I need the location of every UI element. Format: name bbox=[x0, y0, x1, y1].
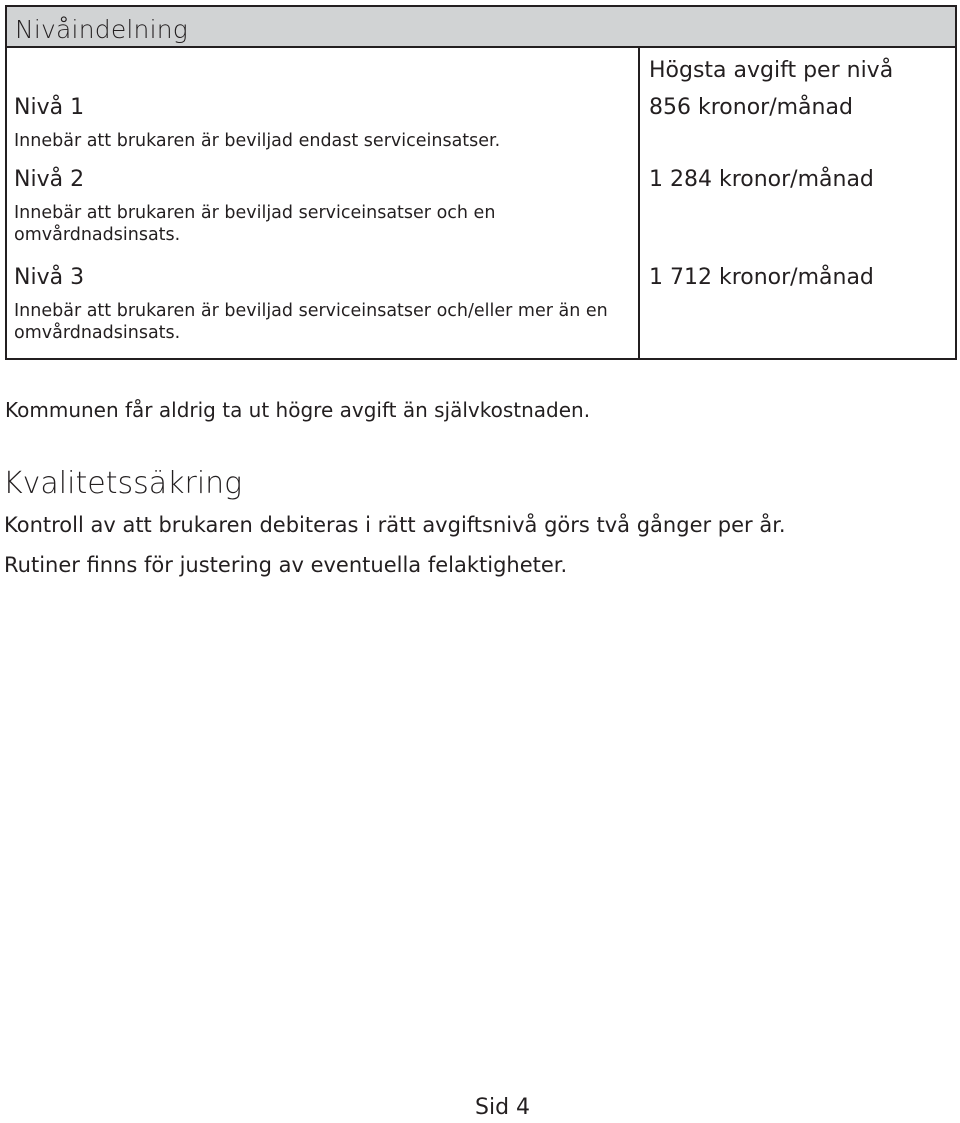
table-header bbox=[7, 7, 955, 48]
level-table bbox=[5, 5, 957, 360]
level-3-fee: 1 712 kronor/månad bbox=[649, 265, 874, 290]
table-title: Nivåindelning bbox=[15, 15, 188, 44]
quality-line-2: Rutiner finns för justering av eventuella felaktigheter. bbox=[4, 553, 568, 577]
quality-line-1: Kontroll av att brukaren debiteras i rätt avgiftsnivå görs två gånger per år. bbox=[4, 513, 786, 537]
self-cost-notice: Kommunen får aldrig ta ut högre avgift än självkostnaden. bbox=[5, 398, 591, 422]
level-3-description: Innebär att brukaren är beviljad serviceinsatser och/eller mer än en omvårdnadsinsats. bbox=[14, 301, 608, 343]
level-1-description: Innebär att brukaren är beviljad endast serviceinsatser. bbox=[14, 131, 501, 151]
quality-heading: Kvalitetssäkring bbox=[3, 466, 243, 501]
column-divider bbox=[638, 48, 640, 360]
level-2-description: Innebär att brukaren är beviljad serviceinsatser och en omvårdnadsinsats. bbox=[14, 203, 496, 245]
level-2-title: Nivå 2 bbox=[14, 167, 85, 192]
level-2-fee: 1 284 kronor/månad bbox=[649, 167, 874, 192]
page-number: Sid 4 bbox=[475, 1095, 531, 1120]
level-3-title: Nivå 3 bbox=[14, 265, 85, 290]
level-1-title: Nivå 1 bbox=[14, 95, 85, 120]
level-1-fee: 856 kronor/månad bbox=[649, 95, 853, 120]
fee-column-heading: Högsta avgift per nivå bbox=[649, 58, 894, 83]
